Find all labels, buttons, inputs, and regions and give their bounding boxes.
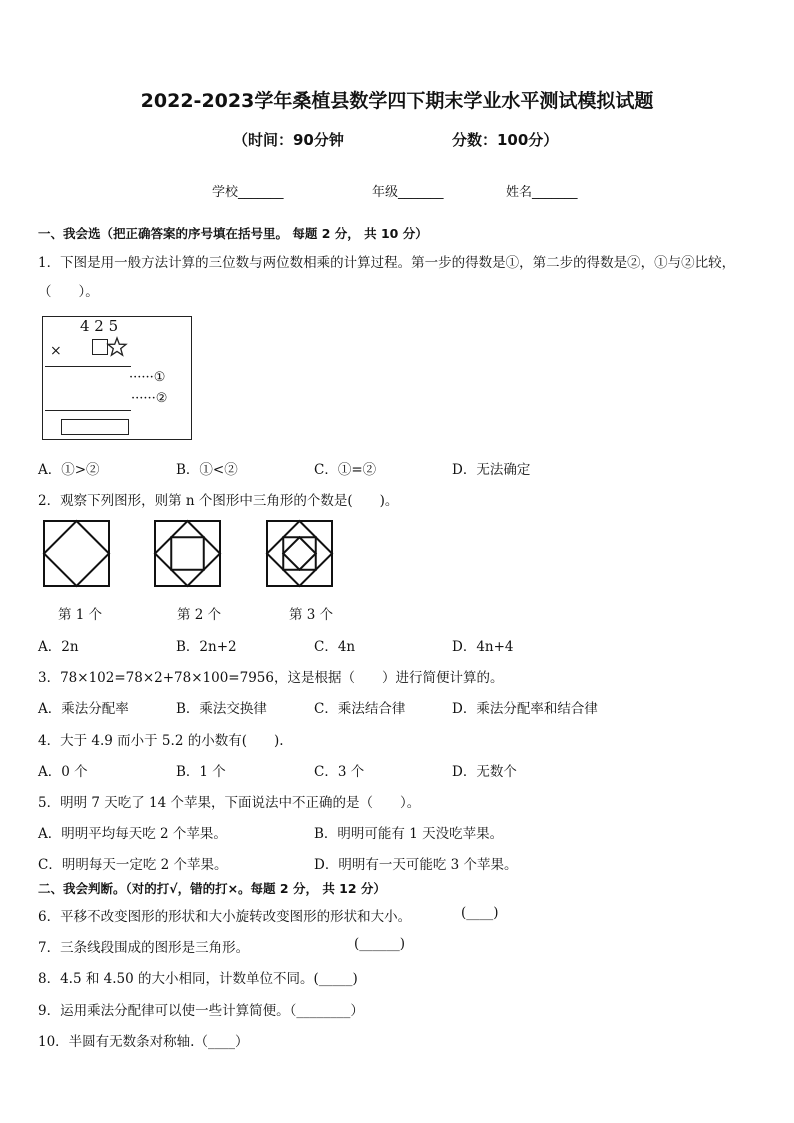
q5-option-c[interactable]: C．明明每天一定吃 2 个苹果。 <box>38 857 228 873</box>
q2-option-c[interactable]: C．4n <box>314 639 356 655</box>
section-heading-2: 二、我会判断。（对的打√，错的打×。每题 2 分， 共 12 分） <box>38 881 386 896</box>
page-title: 2022-2023学年桑植县数学四下期末学业水平测试模拟试题 <box>140 90 654 112</box>
question-7-blank[interactable]: (______) <box>354 936 406 952</box>
figure-result-box <box>61 419 129 435</box>
question-5: 5．明明 7 天吃了 14 个苹果，下面说法中不正确的是（ ）。 <box>38 795 421 811</box>
q5-option-b[interactable]: B．明明可能有 1 天没吃苹果。 <box>314 826 504 842</box>
question-2: 2．观察下列图形，则第 n 个图形中三角形的个数是( )。 <box>38 493 399 509</box>
q2-option-a[interactable]: A．2n <box>38 639 79 655</box>
figure-times-sign: × <box>50 343 62 359</box>
question-6-blank[interactable]: (____) <box>461 905 499 921</box>
question-1-line2: （ ）。 <box>38 284 99 300</box>
q2-caption-1: 第 1 个 <box>58 607 103 623</box>
question-4: 4．大于 4.9 而小于 5.2 的小数有( ). <box>38 733 284 749</box>
q2-option-d[interactable]: D．4n+4 <box>452 639 514 655</box>
figure-top-number: 4 2 5 <box>80 317 119 335</box>
school-field[interactable]: 学校_______ <box>212 185 284 200</box>
exam-time: （时间：90分钟 <box>233 131 344 149</box>
q3-option-d[interactable]: D．乘法分配率和结合律 <box>452 701 598 717</box>
q2-figure-2 <box>154 520 221 587</box>
q3-option-c[interactable]: C．乘法结合律 <box>314 701 406 717</box>
q3-option-b[interactable]: B．乘法交换律 <box>176 701 267 717</box>
q3-option-a[interactable]: A．乘法分配率 <box>38 701 129 717</box>
q4-option-a[interactable]: A．0 个 <box>38 764 88 780</box>
question-1-line1: 1．下图是用一般方法计算的三位数与两位数相乘的计算过程。第一步的得数是①，第二步的得数是②，①与②比较， <box>38 255 736 271</box>
grade-field[interactable]: 年级_______ <box>372 185 444 200</box>
q1-option-c[interactable]: C．①=② <box>314 462 377 478</box>
name-field[interactable]: 姓名_______ <box>506 185 578 200</box>
q2-caption-3: 第 3 个 <box>289 607 334 623</box>
question-8: 8．4.5 和 4.50 的大小相同，计数单位不同。(_____) <box>38 971 358 987</box>
question-3: 3．78×102=78×2+78×100=7956，这是根据（ ）进行简便计算的。 <box>38 670 504 686</box>
q2-option-b[interactable]: B．2n+2 <box>176 639 237 655</box>
q4-option-c[interactable]: C．3 个 <box>314 764 365 780</box>
q2-caption-2: 第 2 个 <box>177 607 222 623</box>
q2-figure-1 <box>43 520 110 587</box>
exam-score: 分数：100分） <box>452 131 559 149</box>
figure-rule-1 <box>45 366 131 367</box>
figure-step-1: ······① <box>129 370 166 385</box>
q4-option-d[interactable]: D．无数个 <box>452 764 517 780</box>
q1-option-a[interactable]: A．①>② <box>38 462 100 478</box>
q1-option-b[interactable]: B．①<② <box>176 462 238 478</box>
star-icon <box>107 337 127 357</box>
q5-option-a[interactable]: A．明明平均每天吃 2 个苹果。 <box>38 826 227 842</box>
section-heading-1: 一、我会选（把正确答案的序号填在括号里。 每题 2 分， 共 10 分） <box>38 226 428 241</box>
figure-rule-2 <box>45 410 131 411</box>
q2-figure-3 <box>266 520 333 587</box>
question-6: 6．平移不改变图形的形状和大小旋转改变图形的形状和大小。 <box>38 909 412 925</box>
question-9: 9．运用乘法分配律可以使一些计算简便。（________） <box>38 1003 364 1019</box>
figure-step-2: ······② <box>131 391 168 406</box>
figure-square-box <box>92 339 108 355</box>
question-7: 7．三条线段围成的图形是三角形。 <box>38 940 250 956</box>
q5-option-d[interactable]: D．明明有一天可能吃 3 个苹果。 <box>314 857 518 873</box>
question-10: 10．半圆有无数条对称轴.（____） <box>38 1034 249 1050</box>
q1-option-d[interactable]: D．无法确定 <box>452 462 531 478</box>
q1-multiplication-figure <box>42 316 192 440</box>
q4-option-b[interactable]: B．1 个 <box>176 764 226 780</box>
